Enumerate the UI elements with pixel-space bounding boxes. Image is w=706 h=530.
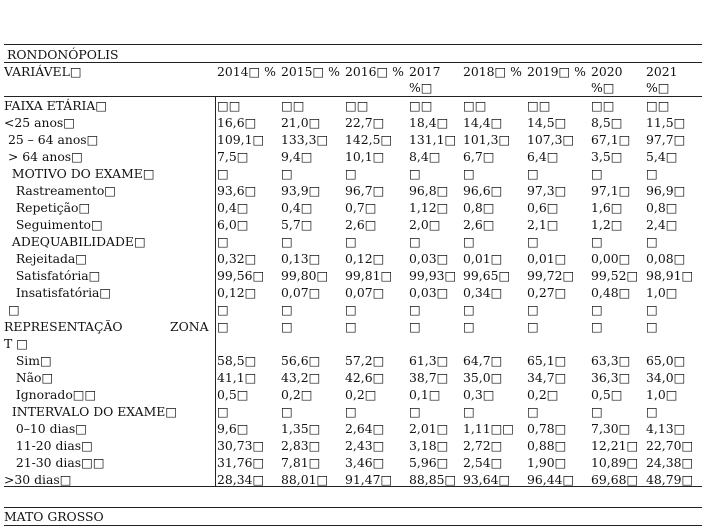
table-cell: 0,00□: [591, 251, 631, 266]
table-cell: 0,8□: [463, 200, 495, 215]
table-cell: 38,7□: [409, 370, 449, 385]
table-cell: □: [281, 166, 293, 181]
table-cell: □: [217, 166, 229, 181]
table-cell: □□: [217, 98, 241, 113]
table-cell: □: [463, 319, 475, 334]
table-cell: 99,93□: [409, 268, 457, 283]
table-cell: 36,3□: [591, 370, 631, 385]
table-cell: 10,1□: [345, 149, 385, 164]
table-cell: 0,5□: [217, 387, 249, 402]
table-cell: 3,46□: [345, 455, 385, 470]
table-cell: □: [281, 404, 293, 419]
table-cell: 1,12□: [409, 200, 449, 215]
table-cell: □: [217, 234, 229, 249]
table-row: [0, 114, 706, 131]
table-cell: 1,35□: [281, 421, 321, 436]
table-cell: 0,4□: [281, 200, 313, 215]
row-label: Sim□: [4, 353, 52, 368]
table-cell: 0,01□: [527, 251, 567, 266]
table-cell: □: [527, 302, 539, 317]
row-label: Rejeitada□: [4, 251, 88, 266]
table-cell: 41,1□: [217, 370, 257, 385]
table-cell: 8,5□: [591, 115, 623, 130]
table-cell: 2,64□: [345, 421, 385, 436]
table-cell: 109,1□: [217, 132, 265, 147]
table-cell: □: [217, 319, 229, 334]
table-cell: □: [409, 319, 421, 334]
table-cell: □: [463, 404, 475, 419]
table-cell: 6,4□: [527, 149, 559, 164]
table-cell: 1,11□□: [463, 421, 515, 436]
table-cell: □□: [345, 98, 369, 113]
table-cell: 96,8□: [409, 183, 449, 198]
table-cell: 2,6□: [345, 217, 377, 232]
table-row: [0, 403, 706, 420]
row-label: 25 – 64 anos□: [4, 132, 99, 147]
table-cell: 6,0□: [217, 217, 249, 232]
table-row: [0, 97, 706, 114]
table-cell: 1,6□: [591, 200, 623, 215]
table-cell: 0,12□: [217, 285, 257, 300]
table-cell: □: [463, 302, 475, 317]
table-cell: 96,9□: [646, 183, 686, 198]
table-cell: 2,43□: [345, 438, 385, 453]
table-cell: □: [345, 234, 357, 249]
table-cell: 61,3□: [409, 353, 449, 368]
row-label: INTERVALO DO EXAME□: [4, 404, 178, 419]
table-cell: 99,65□: [463, 268, 511, 283]
year-header: 2016□ %: [345, 64, 404, 79]
table-cell: 0,8□: [646, 200, 678, 215]
table-cell: 21,0□: [281, 115, 321, 130]
table-cell: 88,01□: [281, 472, 329, 487]
table-cell: 101,3□: [463, 132, 511, 147]
table-cell: 22,70□: [646, 438, 694, 453]
table-cell: □: [527, 404, 539, 419]
table-cell: 22,7□: [345, 115, 385, 130]
table-cell: □: [591, 404, 603, 419]
table-cell: 31,76□: [217, 455, 265, 470]
table-cell: 7,81□: [281, 455, 321, 470]
table-row: [0, 233, 706, 250]
table-cell: 2,83□: [281, 438, 321, 453]
table-cell: 16,6□: [217, 115, 257, 130]
row-label: Insatisfatória□: [4, 285, 112, 300]
table-cell: □□: [409, 98, 433, 113]
table-cell: 2,0□: [409, 217, 441, 232]
table-cell: 3,18□: [409, 438, 449, 453]
table-cell: □: [409, 404, 421, 419]
table-cell: 99,56□: [217, 268, 265, 283]
table-cell: 1,2□: [591, 217, 623, 232]
table-cell: 2,01□: [409, 421, 449, 436]
table-cell: 1,0□: [646, 285, 678, 300]
table-cell: 0,78□: [527, 421, 567, 436]
variable-header: VARIÁVEL□: [4, 64, 82, 79]
table-cell: □: [646, 404, 658, 419]
table-cell: 98,91□: [646, 268, 694, 283]
year-header: 2020: [591, 64, 623, 79]
table-cell: 43,2□: [281, 370, 321, 385]
table-cell: 91,47□: [345, 472, 393, 487]
table-cell: 99,81□: [345, 268, 393, 283]
row-label: 11-20 dias□: [4, 438, 93, 453]
table-cell: 0,4□: [217, 200, 249, 215]
table-cell: □: [463, 234, 475, 249]
row-label: T □: [4, 336, 28, 351]
table-cell: 0,3□: [463, 387, 495, 402]
table-cell: □: [591, 319, 603, 334]
table-cell: 93,64□: [463, 472, 511, 487]
table-cell: 34,7□: [527, 370, 567, 385]
year-header: 2018□ %: [463, 64, 522, 79]
year-header: 2021: [646, 64, 678, 79]
table-cell: 107,3□: [527, 132, 575, 147]
table-cell: 142,5□: [345, 132, 393, 147]
table-cell: 12,21□: [591, 438, 639, 453]
table-cell: 0,08□: [646, 251, 686, 266]
table-cell: 8,4□: [409, 149, 441, 164]
table-cell: □: [591, 234, 603, 249]
table-cell: 97,1□: [591, 183, 631, 198]
table-cell: 0,7□: [345, 200, 377, 215]
table-cell: □: [217, 302, 229, 317]
table-cell: 11,5□: [646, 115, 686, 130]
body-bottom-rule: [4, 486, 702, 487]
table-row: [0, 216, 706, 233]
table-cell: □: [463, 166, 475, 181]
table-row: [0, 250, 706, 267]
table-row: [0, 284, 706, 301]
table-cell: 0,03□: [409, 251, 449, 266]
row-label: FAIXA ETÁRIA□: [4, 98, 108, 113]
row-label: Ignorado□□: [4, 387, 97, 402]
table-cell: 18,4□: [409, 115, 449, 130]
table-cell: 4,13□: [646, 421, 686, 436]
table-cell: □□: [281, 98, 305, 113]
table-row: [0, 335, 706, 352]
table-row: [0, 165, 706, 182]
table-cell: 0,6□: [527, 200, 559, 215]
table-cell: 2,6□: [463, 217, 495, 232]
table-cell: 9,4□: [281, 149, 313, 164]
year-header-unit: %□: [591, 80, 615, 95]
table-cell: 6,7□: [463, 149, 495, 164]
table-cell: □: [646, 302, 658, 317]
table-cell: 93,6□: [217, 183, 257, 198]
table-cell: 0,07□: [345, 285, 385, 300]
row-label: > 64 anos□: [4, 149, 83, 164]
table-cell: 96,7□: [345, 183, 385, 198]
table-cell: 3,5□: [591, 149, 623, 164]
table-cell: 0,03□: [409, 285, 449, 300]
table-cell: 5,7□: [281, 217, 313, 232]
table-cell: 10,89□: [591, 455, 639, 470]
table-cell: 93,9□: [281, 183, 321, 198]
table-row: [0, 301, 706, 318]
table-cell: 5,4□: [646, 149, 678, 164]
table-cell: 65,1□: [527, 353, 567, 368]
table-cell: 30,73□: [217, 438, 265, 453]
table-cell: □: [281, 302, 293, 317]
region-name: MATO GROSSO: [4, 509, 104, 524]
row-label: <25 anos□: [4, 115, 75, 130]
table-cell: □: [217, 404, 229, 419]
table-cell: 14,4□: [463, 115, 503, 130]
year-header: 2014□ %: [217, 64, 276, 79]
table-row: [0, 148, 706, 165]
table-cell: 69,68□: [591, 472, 639, 487]
table-row: [0, 454, 706, 471]
bottom-rule: [4, 525, 702, 526]
table-cell: 1,90□: [527, 455, 567, 470]
table-cell: 88,85□: [409, 472, 457, 487]
year-header: 2017: [409, 64, 441, 79]
row-label: Rastreamento□: [4, 183, 117, 198]
year-header: 2019□ %: [527, 64, 586, 79]
table-cell: 99,52□: [591, 268, 639, 283]
table-cell: □□: [463, 98, 487, 113]
table-cell: 34,0□: [646, 370, 686, 385]
table-cell: 63,3□: [591, 353, 631, 368]
row-label: MOTIVO DO EXAME□: [4, 166, 155, 181]
table-cell: 0,88□: [527, 438, 567, 453]
row-label-extra: ZONA: [170, 319, 209, 334]
table-cell: □: [281, 234, 293, 249]
year-header: 2015□ %: [281, 64, 340, 79]
table-cell: □: [345, 302, 357, 317]
table-cell: 1,0□: [646, 387, 678, 402]
table-cell: 133,3□: [281, 132, 329, 147]
table-row: [0, 420, 706, 437]
table-cell: □: [646, 319, 658, 334]
table-row: [0, 352, 706, 369]
table-cell: 14,5□: [527, 115, 567, 130]
table-cell: 67,1□: [591, 132, 631, 147]
row-label: 21-30 dias□□: [4, 455, 105, 470]
table-cell: □: [527, 166, 539, 181]
row-label: Seguimento□: [4, 217, 103, 232]
table-cell: 0,2□: [281, 387, 313, 402]
table-row: [0, 318, 706, 335]
table-cell: 99,80□: [281, 268, 329, 283]
header-rule: [4, 62, 702, 63]
table-cell: 0,1□: [409, 387, 441, 402]
table-cell: □: [591, 302, 603, 317]
table-row: [0, 369, 706, 386]
table-cell: 2,72□: [463, 438, 503, 453]
table-cell: 0,12□: [345, 251, 385, 266]
table-cell: 131,1□: [409, 132, 457, 147]
table-cell: 2,54□: [463, 455, 503, 470]
table-cell: 97,3□: [527, 183, 567, 198]
row-label: □: [4, 302, 20, 317]
table-cell: □: [646, 234, 658, 249]
table-row: [0, 437, 706, 454]
table-cell: 5,96□: [409, 455, 449, 470]
table-row: [0, 131, 706, 148]
row-label: Repetição□: [4, 200, 91, 215]
table-cell: □: [345, 319, 357, 334]
table-row: [0, 267, 706, 284]
table-row: [0, 386, 706, 403]
table-cell: 9,6□: [217, 421, 249, 436]
table-cell: 0,5□: [591, 387, 623, 402]
table-cell: □: [527, 319, 539, 334]
region-header-top: [0, 46, 706, 63]
table-cell: 42,6□: [345, 370, 385, 385]
table-cell: 0,13□: [281, 251, 321, 266]
table-cell: □: [527, 234, 539, 249]
table-cell: 0,07□: [281, 285, 321, 300]
row-label: >30 dias□: [4, 472, 72, 487]
table-cell: 56,6□: [281, 353, 321, 368]
table-cell: 0,34□: [463, 285, 503, 300]
table-cell: □□: [646, 98, 670, 113]
table-cell: □: [409, 166, 421, 181]
table-cell: 65,0□: [646, 353, 686, 368]
region-name: RONDONÓPOLIS: [7, 47, 119, 62]
table-cell: 7,30□: [591, 421, 631, 436]
table-cell: 28,34□: [217, 472, 265, 487]
table-row: [0, 182, 706, 199]
table-cell: 0,2□: [345, 387, 377, 402]
table-cell: 0,27□: [527, 285, 567, 300]
top-rule: [4, 44, 702, 45]
table-row: [0, 199, 706, 216]
table-cell: 96,6□: [463, 183, 503, 198]
table-cell: 2,1□: [527, 217, 559, 232]
table-cell: □: [409, 234, 421, 249]
year-header-unit: %□: [409, 80, 433, 95]
row-label: ADEQUABILIDADE□: [4, 234, 146, 249]
table-cell: 2,4□: [646, 217, 678, 232]
year-header-unit: %□: [646, 80, 670, 95]
table-cell: 58,5□: [217, 353, 257, 368]
table-cell: 7,5□: [217, 149, 249, 164]
table-cell: 35,0□: [463, 370, 503, 385]
region-header-bottom: [0, 508, 706, 525]
table-cell: 0,32□: [217, 251, 257, 266]
table-cell: □: [345, 166, 357, 181]
table-cell: □□: [591, 98, 615, 113]
table-cell: 48,79□: [646, 472, 694, 487]
table-cell: □: [345, 404, 357, 419]
row-label: Satisfatória□: [4, 268, 101, 283]
table-header-row: [0, 64, 706, 96]
table-cell: □: [591, 166, 603, 181]
table-cell: 0,2□: [527, 387, 559, 402]
table-cell: 97,7□: [646, 132, 686, 147]
table-cell: □□: [527, 98, 551, 113]
table-cell: 57,2□: [345, 353, 385, 368]
row-label: REPRESENTAÇÃO: [4, 319, 123, 334]
table-cell: 0,48□: [591, 285, 631, 300]
table-cell: 0,01□: [463, 251, 503, 266]
row-label: 0–10 dias□: [4, 421, 87, 436]
table-cell: 64,7□: [463, 353, 503, 368]
table-cell: □: [409, 302, 421, 317]
table-cell: □: [281, 319, 293, 334]
table-cell: □: [646, 166, 658, 181]
row-label: Não□: [4, 370, 54, 385]
table-cell: 96,44□: [527, 472, 575, 487]
table-cell: 99,72□: [527, 268, 575, 283]
table-cell: 24,38□: [646, 455, 694, 470]
